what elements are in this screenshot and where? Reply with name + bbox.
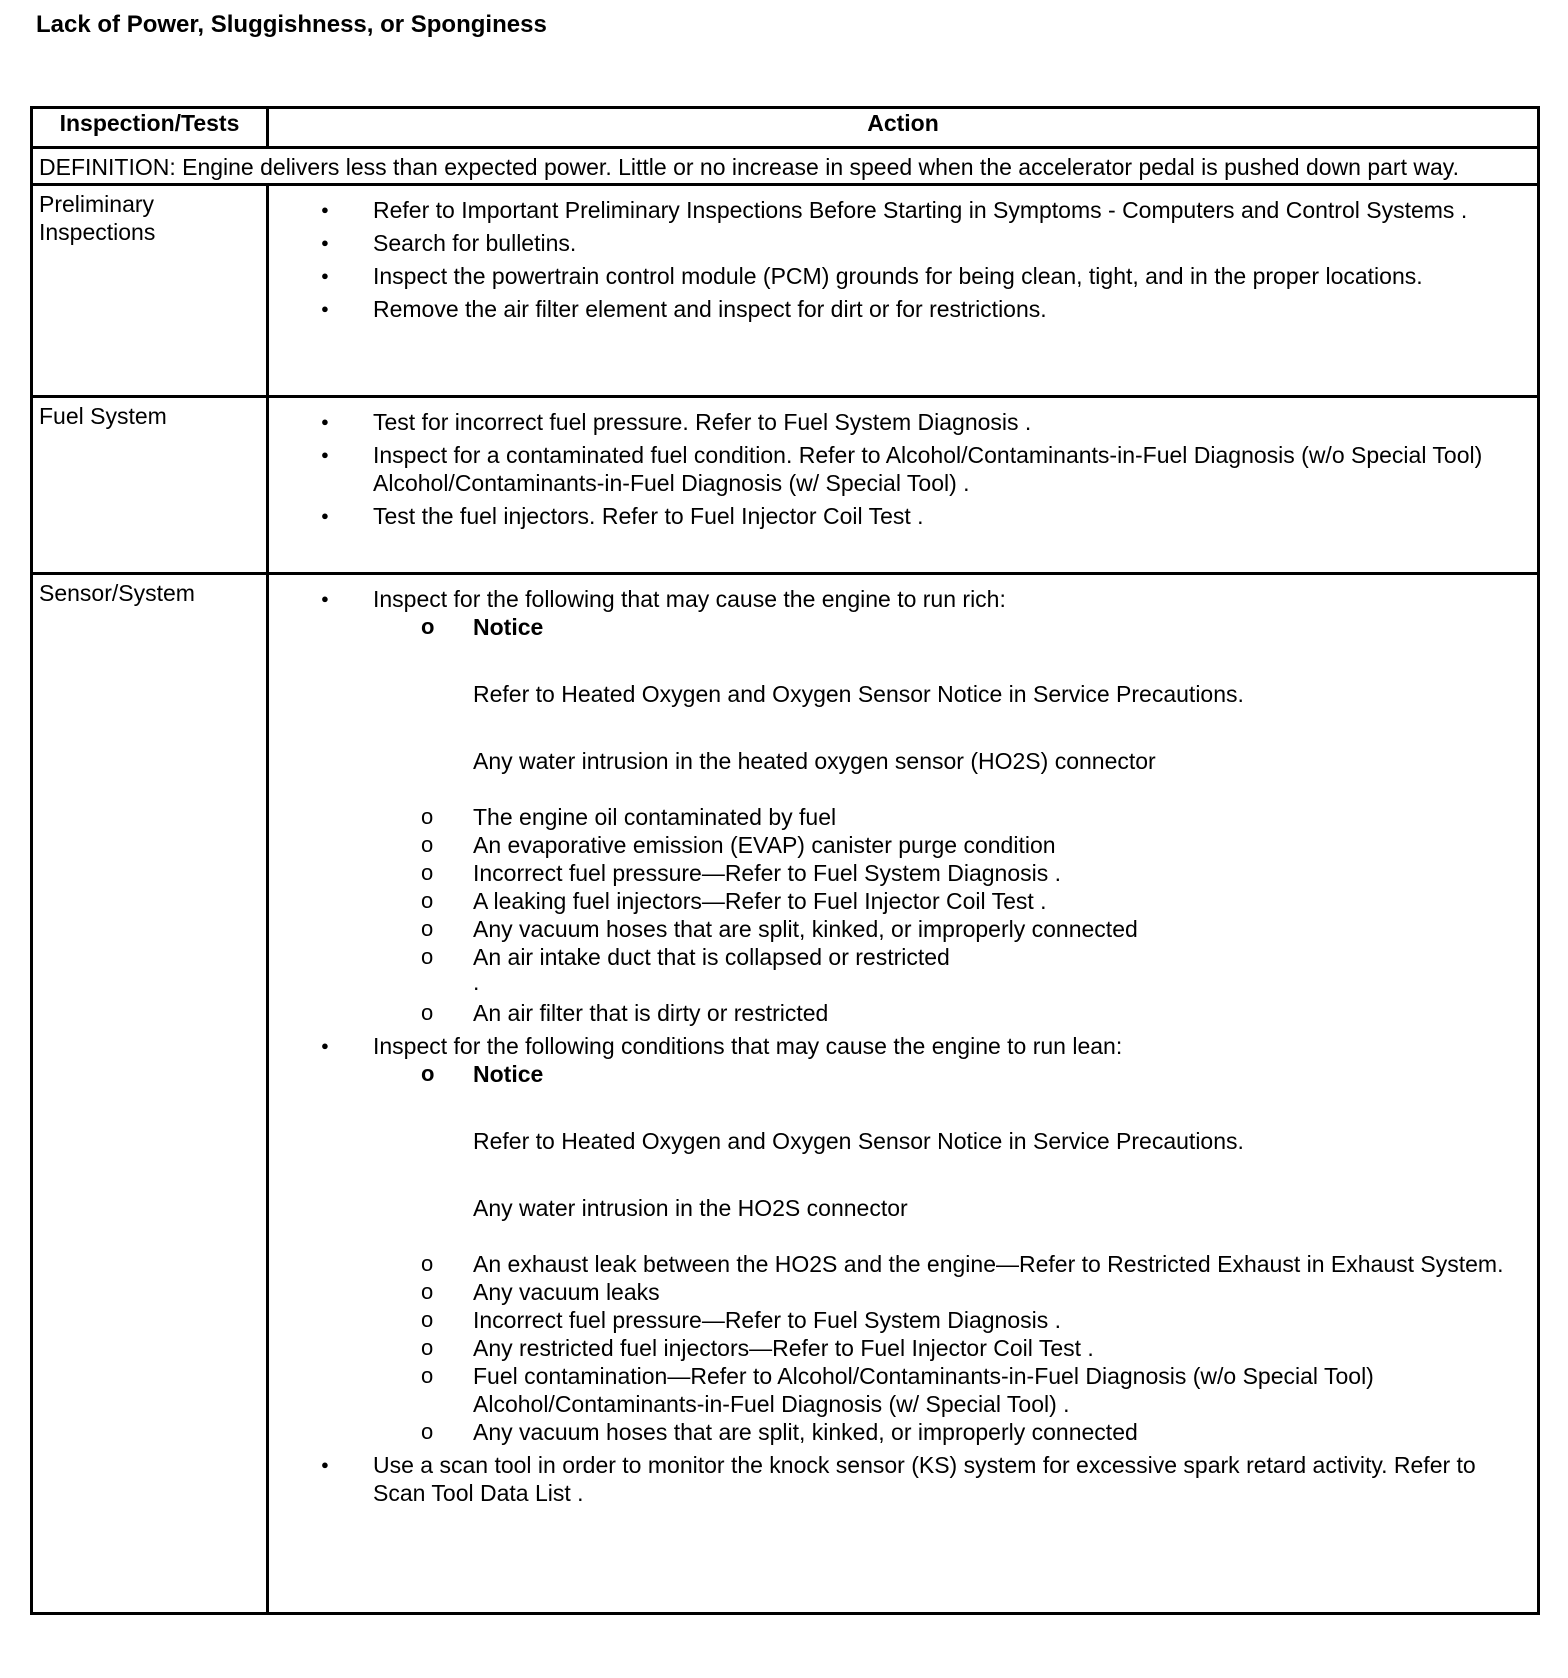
preliminary-actions: [268, 185, 1539, 397]
list-item: o A leaking fuel injectors—Refer to Fuel Injector Coil Test .: [269, 887, 1517, 915]
notice-title: o Notice: [269, 1060, 1517, 1088]
definition-text: DEFINITION: Engine delivers less than expected power. Little or no increase in speed when the accelerator pedal is pushed down part way.: [32, 148, 1539, 185]
notice-text: Any water intrusion in the heated oxygen sensor (HO2S) connector: [473, 748, 1156, 774]
list-item: o The engine oil contaminated by fuel: [269, 803, 1517, 831]
list-item: o Any vacuum hoses that are split, kinked, or improperly connected: [269, 1418, 1517, 1446]
list-item: ● Test the fuel injectors. Refer to Fuel Injector Coil Test .: [269, 502, 1517, 530]
list-item: ● Remove the air filter element and inspect for dirt or for restrictions.: [269, 295, 1517, 323]
knock-sensor-item: ● Use a scan tool in order to monitor the knock sensor (KS) system for excessive spark retard activity. Refer to Scan Tool Data List .: [269, 1451, 1517, 1507]
rich-intro: ● Inspect for the following that may cause the engine to run rich:: [269, 585, 1517, 613]
table-row: [32, 574, 1539, 1614]
row-label-preliminary: Preliminary Inspections: [32, 185, 268, 397]
list-item: o Any restricted fuel injectors—Refer to Fuel Injector Coil Test .: [269, 1334, 1517, 1362]
list-item: ● Inspect for a contaminated fuel condition. Refer to Alcohol/Contaminants-in-Fuel Diagnosis (w/o Special Tool) Alcohol/Contaminants-in-Fuel Diagnosis (w/ Special Tool) .: [269, 441, 1517, 497]
lean-intro: ● Inspect for the following conditions that may cause the engine to run lean:: [269, 1032, 1517, 1060]
list-item: ● Test for incorrect fuel pressure. Refer to Fuel System Diagnosis .: [269, 408, 1517, 436]
list-item: ● Search for bulletins.: [269, 229, 1517, 257]
list-item: o An air filter that is dirty or restricted: [269, 999, 1517, 1027]
list-item: ● Inspect the powertrain control module (PCM) grounds for being clean, tight, and in the proper locations.: [269, 262, 1517, 290]
list-item: o An evaporative emission (EVAP) canister purge condition: [269, 831, 1517, 859]
list-item: o An air intake duct that is collapsed or restricted: [269, 943, 1517, 971]
row-label-fuel-system: Fuel System: [32, 397, 268, 574]
page-title: Lack of Power, Sluggishness, or Sponginess: [36, 11, 547, 38]
notice-text: Refer to Heated Oxygen and Oxygen Sensor Notice in Service Precautions.: [473, 681, 1244, 707]
header-inspection-tests: Inspection/Tests: [32, 108, 268, 148]
header-action: Action: [268, 108, 1539, 148]
list-item: o Any vacuum hoses that are split, kinked, or improperly connected: [269, 915, 1517, 943]
definition-row: [32, 148, 1539, 185]
table-row: [32, 185, 1539, 397]
header-row: [32, 108, 1539, 148]
notice-text: Any water intrusion in the HO2S connector: [473, 1195, 908, 1221]
list-item: o Fuel contamination—Refer to Alcohol/Contaminants-in-Fuel Diagnosis (w/o Special Tool) Alcohol/Contaminants-in-Fuel Diagnosis (w/ Special Tool) .: [269, 1362, 1517, 1418]
rich-notice: [269, 613, 1517, 775]
list-item: ● Refer to Important Preliminary Inspections Before Starting in Symptoms - Computers and Control Systems .: [269, 196, 1517, 224]
diagnosis-table: [30, 106, 1540, 1615]
list-item: o An exhaust leak between the HO2S and the engine—Refer to Restricted Exhaust in Exhaust System.: [269, 1250, 1517, 1278]
notice-text: Refer to Heated Oxygen and Oxygen Sensor Notice in Service Precautions.: [473, 1128, 1244, 1154]
stray-period: .: [473, 969, 480, 995]
notice-title: o Notice: [269, 613, 1517, 641]
fuel-system-actions: [268, 397, 1539, 574]
list-item: o Incorrect fuel pressure—Refer to Fuel System Diagnosis .: [269, 859, 1517, 887]
list-item: o Incorrect fuel pressure—Refer to Fuel System Diagnosis .: [269, 1306, 1517, 1334]
sensor-system-actions: [268, 574, 1539, 1614]
lean-notice: [269, 1060, 1517, 1222]
row-label-sensor-system: Sensor/System: [32, 574, 268, 1614]
table-row: [32, 397, 1539, 574]
list-item: o Any vacuum leaks: [269, 1278, 1517, 1306]
